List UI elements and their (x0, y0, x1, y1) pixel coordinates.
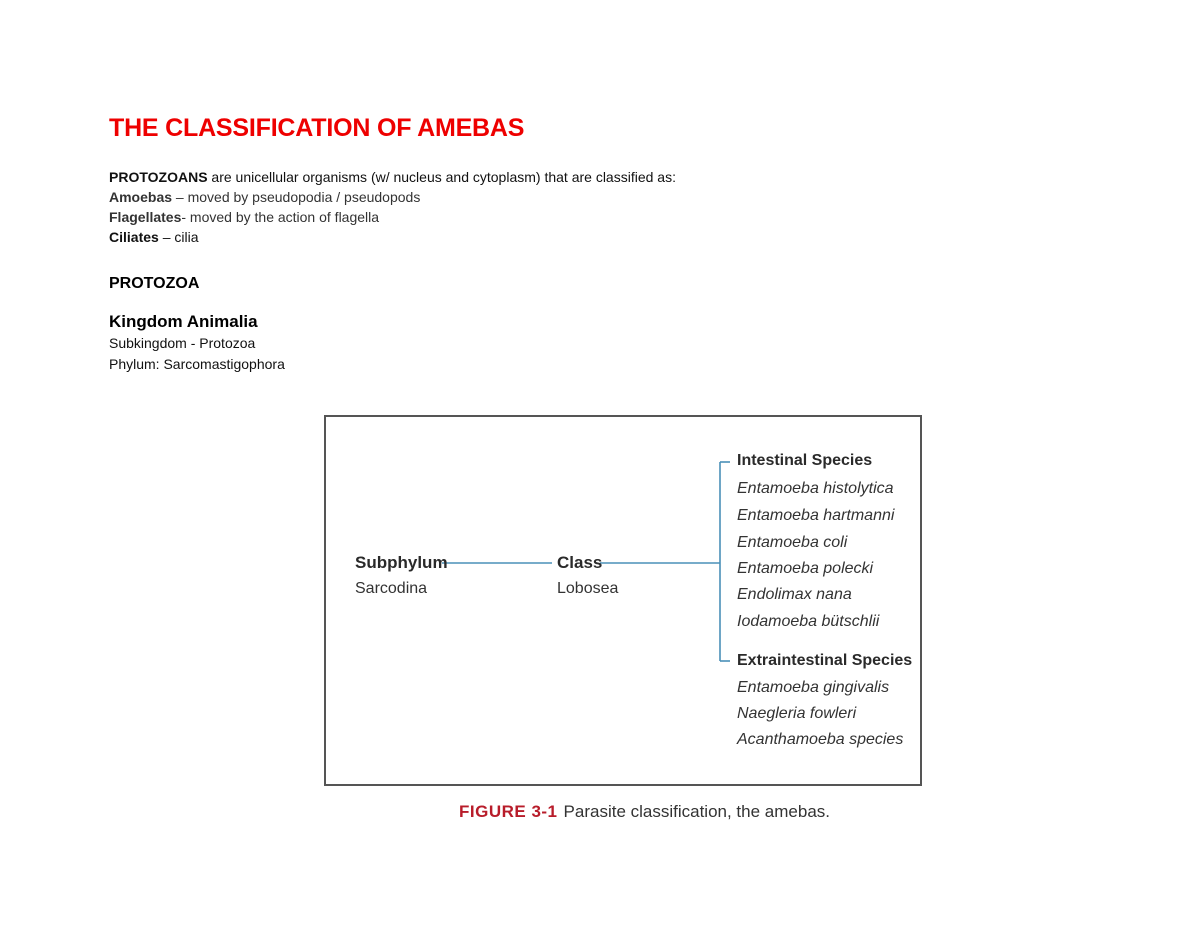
type-name: Ciliates (109, 229, 159, 245)
intro-line (109, 169, 676, 185)
intro-text: are unicellular organisms (w/ nucleus and cytoplasm) that are classified as: (207, 169, 676, 185)
figure-number: FIGURE 3-1 (459, 802, 558, 821)
figure-caption-text: Parasite classification, the amebas. (563, 802, 830, 821)
subphylum-value: Sarcodina (355, 580, 428, 597)
subphylum-label: Subphylum (355, 553, 448, 572)
species-item: Entamoeba gingivalis (737, 679, 890, 696)
kingdom-heading: Kingdom Animalia (109, 312, 258, 331)
document-title: THE CLASSIFICATION OF AMEBAS (109, 114, 525, 142)
type-ciliates (109, 229, 199, 245)
type-desc: - moved by the action of flagella (181, 209, 380, 225)
figure-caption (459, 802, 830, 822)
species-item: Entamoeba hartmanni (737, 507, 895, 524)
species-item: Iodamoeba bütschlii (737, 613, 880, 630)
phylum-line: Phylum: Sarcomastigophora (109, 356, 285, 372)
type-desc: – moved by pseudopodia / pseudopods (172, 189, 421, 205)
species-item: Entamoeba polecki (737, 560, 874, 577)
species-item: Endolimax nana (737, 586, 852, 603)
type-name: Flagellates (109, 209, 182, 225)
class-value: Lobosea (557, 580, 619, 597)
type-desc: – cilia (158, 229, 199, 245)
class-label: Class (557, 553, 603, 572)
type-flagellates (109, 209, 379, 225)
section-heading: PROTOZOA (109, 275, 200, 292)
subkingdom-line: Subkingdom - Protozoa (109, 335, 256, 351)
species-item: Naegleria fowleri (737, 705, 857, 722)
classification-figure (324, 415, 922, 786)
type-name: Amoebas (109, 189, 173, 205)
type-amoebas (109, 189, 420, 205)
intestinal-heading: Intestinal Species (737, 452, 873, 469)
species-item: Entamoeba coli (737, 534, 848, 551)
species-item: Entamoeba histolytica (737, 480, 894, 497)
extraintestinal-heading: Extraintestinal Species (737, 652, 913, 669)
intro-term: PROTOZOANS (109, 169, 208, 185)
species-item: Acanthamoeba species (737, 731, 904, 748)
